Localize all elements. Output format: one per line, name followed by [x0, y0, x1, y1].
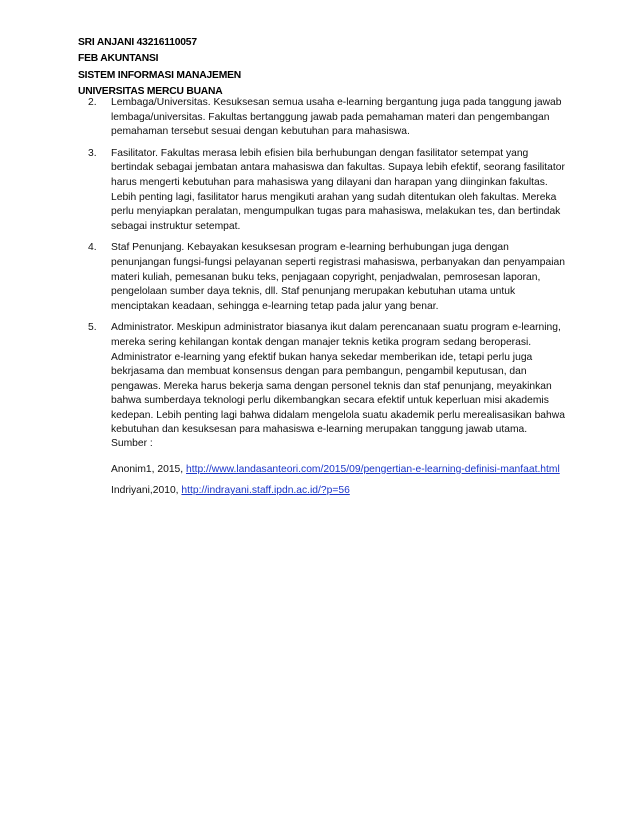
reference-item — [111, 484, 571, 499]
list-item — [88, 147, 570, 235]
list-item-text: Administrator. Meskipun administrator biasanya ikut dalam perencanaan suatu program e-learning, mereka sering kehilangan kontak dengan manajer teknis ketika program sedang beroperasi. Administrator e-learning yang efektif bukan hanya sekedar memberikan ide, tetapi perlu juga bekrjasama dan membuat konsensus dengan para pembangun, pengambil keputusan, dan pengawas. Mereka harus bekerja sama dengan personel teknis dan staf penunjang, meyakinkan bahwa sumberdaya teknologi perlu dikembangkan secara efektif untuk keperluan misi akademis kedepan. Lebih penting lagi bahwa didalam mengelola suatu akademik perlu merealisasikan bahwa kebutuhan dan kesuksesan para mahasiswa e-learning merupakan tanggung jawab utama. — [111, 322, 565, 436]
list-item — [88, 321, 570, 438]
sources-label: Sumber : — [111, 438, 153, 449]
numbered-list — [88, 96, 570, 445]
reference-prefix: Anonim1, 2015, — [111, 463, 186, 475]
author-header — [78, 35, 241, 100]
list-number: 5. — [88, 322, 97, 334]
list-item-text: Lembaga/Universitas. Kesuksesan semua usaha e-learning bergantung juga pada tanggung jawab lembaga/universitas. Fakultas bertanggung jawab pada pemahaman materi dan pengembangan pemahaman tersebut sesuai dengan kebutuhan para mahasiswa. — [111, 97, 562, 138]
reference-link[interactable]: http://www.landasanteori.com/2015/09/pengertian-e-learning-definisi-manfaat.html — [186, 463, 560, 475]
list-item-text: Staf Penunjang. Kebayakan kesuksesan program e-learning berhubungan juga dengan penunjangan fungsi-fungsi pelayanan seperti registrasi mahasiswa, perbanyakan dan penyampaian materi kuliah, pemesanan buku teks, penjagaan copyright, penjadwalan, pemrosesan laporan, pengelolaan sumber daya teknis, dll. Staf penunjang merupakan kebutuhan utama untuk menciptakan keadaan, sehingga e-learning tetap pada jalur yang benar. — [111, 242, 565, 312]
author-name-line: SRI ANJANI 43216110057 — [78, 37, 197, 48]
sources-section — [111, 437, 571, 506]
list-number: 3. — [88, 147, 97, 159]
list-item — [88, 241, 570, 314]
list-item-text: Fasilitator. Fakultas merasa lebih efisien bila berhubungan dengan fasilitator setempat yang bertindak sebagai jembatan antara mahasiswa dan fakultas. Supaya lebih efektif, seorang fasilitator harus mengerti kebutuhan para mahasiswa yang dilayani dan harapan yang diinginkan fakultas. Lebih penting lagi, fasilitator harus mengikuti arahan yang sudah ditentukan oleh fakultas. Mereka perlu menyiapkan peralatan, mengumpulkan tugas para mahasiswa, melakukan tes, dan bertindak sebagai instruktur setempat. — [111, 147, 565, 232]
university-line: UNIVERSITAS MERCU BUANA — [78, 85, 223, 97]
reference-prefix: Indriyani,2010, — [111, 485, 182, 497]
list-number: 2. — [88, 97, 97, 108]
reference-link[interactable]: http://indrayani.staff.ipdn.ac.id/?p=56 — [181, 485, 350, 497]
course-line: SISTEM INFORMASI MANAJEMEN — [78, 69, 241, 81]
list-item — [88, 96, 570, 140]
reference-item — [111, 463, 571, 478]
list-number: 4. — [88, 242, 97, 254]
faculty-line: FEB AKUNTANSI — [78, 53, 159, 65]
